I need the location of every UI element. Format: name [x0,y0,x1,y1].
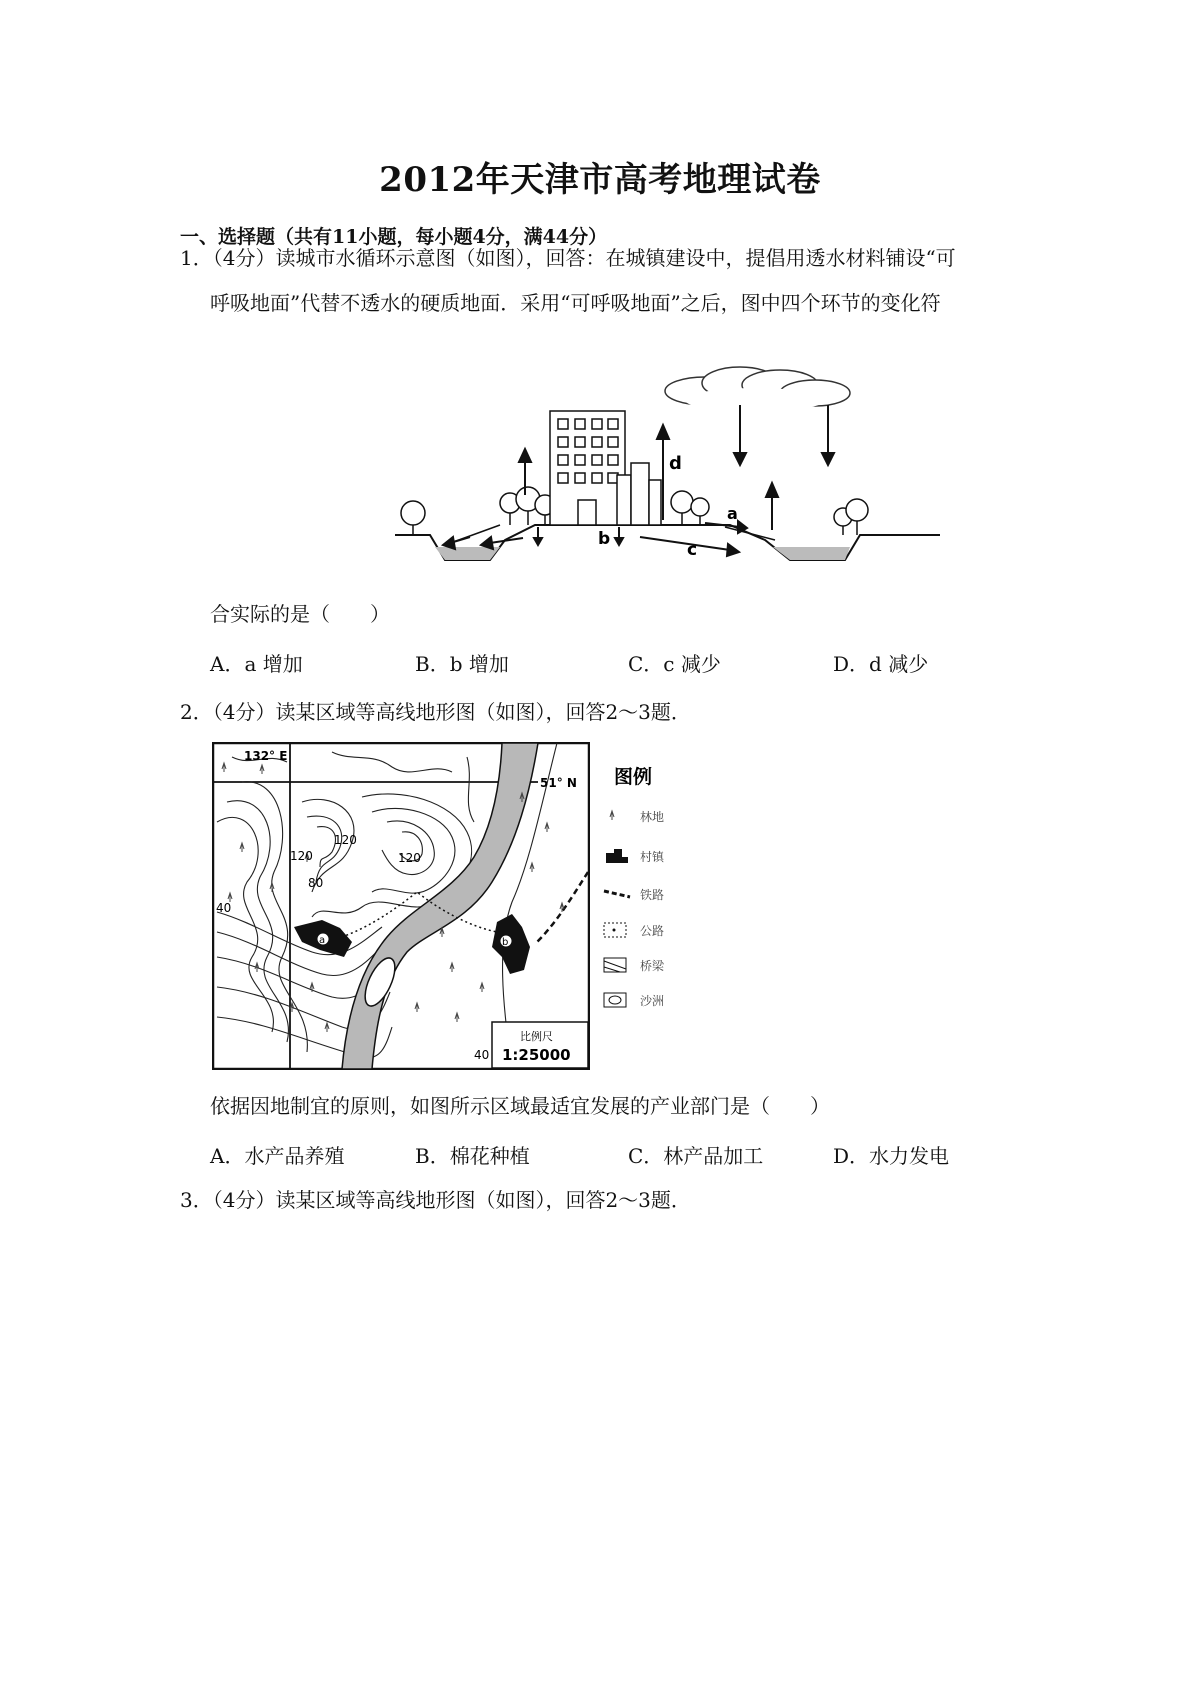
option-2b: B．棉花种植 [415,1144,530,1168]
label-c: c [687,540,698,560]
point-a: a [319,935,326,946]
legend-bridge: 桥梁 [640,959,665,973]
page-title: 2012年天津市高考地理试卷 [379,160,821,200]
option-1c: C．c 减少 [628,652,721,676]
contour-label-1: 120 [334,833,357,847]
water-cycle-diagram [395,355,940,620]
railway-icon [604,891,630,897]
question-1-line-1: 1．（4分）读城市水循环示意图（如图），回答：在城镇建设中，提倡用透水材料铺设“可 [180,246,956,270]
question-1-line-2: 呼吸地面”代替不透水的硬质地面．采用“可呼吸地面”之后，图中四个环节的变化符 [210,291,941,315]
legend-village: 村镇 [640,850,665,864]
option-2d: D．水力发电 [833,1144,950,1168]
option-2c: C．林产品加工 [628,1144,764,1168]
latitude-label: 51° N [540,776,577,790]
label-a: a [727,504,738,523]
legend-road: 公路 [640,924,665,938]
contour-map [212,742,590,1070]
scale-value: 1:25000 [502,1046,571,1064]
contour-label-4: 80 [308,876,324,890]
cloud-icon [665,367,850,412]
label-d: d [669,453,682,474]
question-3-line-1: 3．（4分）读某区域等高线地形图（如图），回答2～3题． [180,1188,691,1212]
building-icon [550,411,661,525]
sandbar-icon [604,993,626,1007]
contour-label-2: 120 [290,849,313,863]
village-icon [606,849,628,863]
option-1a: A．a 增加 [210,652,303,676]
section-heading: 一、选择题（共有11小题，每小题4分，满44分） [180,226,608,248]
legend-sandbar: 沙洲 [640,994,665,1008]
legend-railway: 铁路 [640,888,665,902]
question-1-line-3: 合实际的是（ ） [210,602,390,626]
option-1d: D．d 减少 [833,652,929,676]
forest-icon [610,811,614,820]
contour-label-3: 120 [398,851,421,865]
point-b: b [502,937,509,948]
contour-label-5: 40 [216,901,232,915]
longitude-label: 132° E [244,749,288,763]
question-2-line-1: 2．（4分）读某区域等高线地形图（如图），回答2～3题． [180,700,691,724]
legend-forest: 林地 [640,810,665,824]
scale-title: 比例尺 [520,1030,553,1043]
label-b: b [598,529,611,549]
option-2a: A．水产品养殖 [210,1144,345,1168]
question-2-prompt: 依据因地制宜的原则，如图所示区域最适宜发展的产业部门是（ ） [210,1094,830,1118]
option-1b: B．b 增加 [415,652,509,676]
legend-title: 图例 [614,766,653,788]
map-legend [600,765,700,1035]
contour-label-6: 40 [474,1048,490,1062]
